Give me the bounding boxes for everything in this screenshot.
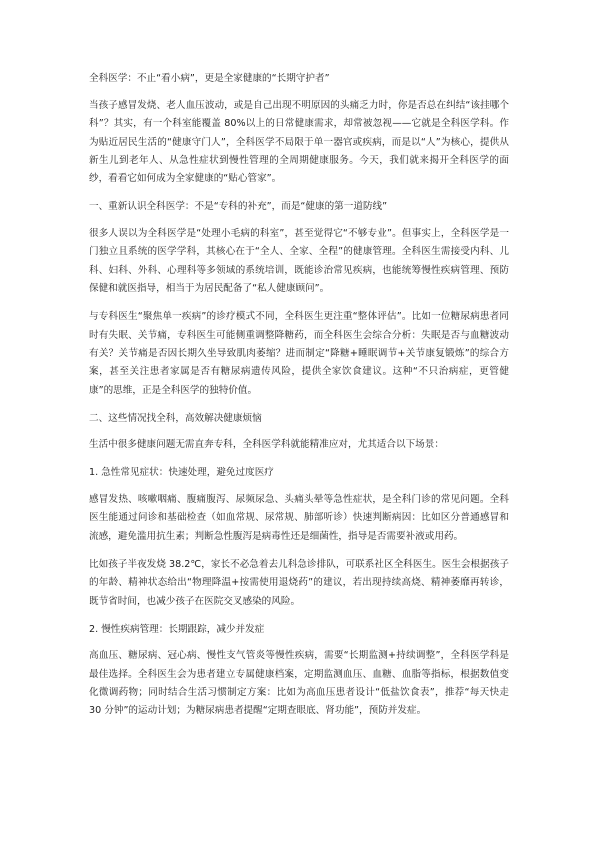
section-1-heading: 一、重新认识全科医学：不是“专科的补充”，而是“健康的第一道防线” (89, 201, 388, 213)
subsection-1-paragraph-1: 感冒发热、咳嗽咽痛、腹痛腹泻、尿频尿急、头痛头晕等急性症状，是全科门诊的常见问题。全科医生能通过问诊和基础检查（如血常规、尿常规、肺部听诊）快速判断病因：比如区分普通感冒和流感，避免滥用抗生素；判断急性腹泻是病毒性还是细菌性，指导是否需要补液或用药。 (89, 494, 509, 542)
section-2-heading: 二、这些情况找全科，高效解决健康烦恼 (89, 412, 262, 424)
section-2-intro: 生活中很多健康问题无需直奔专科，全科医学科就能精准应对，尤其适合以下场景： (89, 439, 444, 451)
section-1-paragraph-2: 与专科医生“聚焦单一疾病”的诊疗模式不同，全科医生更注重“整体评估”。比如一位糖尿病患者同时有失眠、关节痛，专科医生可能侧重调整降糖药，而全科医生会综合分析：失眠是否与血糖波动有关？关节痛是否因长期久坐导致肌肉萎缩？进而制定“降糖+睡眠调节+关节康复锻炼”的综合方案，甚至关注患者家属是否有糖尿病遗传风险，提供全家饮食建议。这种“不只治病症，更管健康”的思维，正是全科医学的独特价值。 (89, 311, 509, 396)
section-1-paragraph-1: 很多人误以为全科医学是“处理小毛病的科室”，甚至觉得它“不够专业”。但事实上，全科医学是一门独立且系统的医学学科，其核心在于“全人、全家、全程”的健康管理。全科医生需接受内科、儿科、妇科、外科、心理科等多领域的系统培训，既能诊治常见疾病，也能统筹慢性疾病管理、预防保健和就医指导，相当于为居民配备了“私人健康顾问”。 (89, 228, 509, 295)
article (89, 70, 509, 730)
subsection-1-paragraph-2: 比如孩子半夜发烧 38.2℃，家长不必急着去儿科急诊排队，可联系社区全科医生。医生会根据孩子的年龄、精神状态给出“物理降温+按需使用退烧药”的建议，若出现持续高烧、精神萎靡再转诊，既节省时间，也减少孩子在医院交叉感染的风险。 (89, 558, 509, 607)
article-title: 全科医学：不止“看小病”，更是全家健康的“长期守护者” (89, 73, 330, 84)
subsection-1-heading: 1. 急性常见症状：快速处理，避免过度医疗 (89, 467, 274, 479)
subsection-2-paragraph-1: 高血压、糖尿病、冠心病、慢性支气管炎等慢性疾病，需要“长期监测+持续调整”，全科医学科是最佳选择。全科医生会为患者建立专属健康档案，定期监测血压、血糖、血脂等指标，根据数值变化微调药物；同时结合生活习惯制定方案：比如为高血压患者设计“低盐饮食表”，推荐“每天快走 30 分钟”的运动计划；为糖尿病患者提醒“定期查眼底、肾功能”，预防并发症。 (89, 650, 509, 717)
subsection-2-heading: 2. 慢性疾病管理：长期跟踪，减少并发症 (89, 623, 265, 635)
intro-paragraph: 当孩子感冒发烧、老人血压波动，或是自己出现不明原因的头痛乏力时，你是否总在纠结“该挂哪个科”？其实，有一个科室能覆盖 80%以上的日常健康需求，却常被忽视——它就是全科医学科。作为贴近居民生活的“健康守门人”，全科医学不局限于单一器官或疾病，而是以“人”为核心，提供从新生儿到老年人、从急性症状到慢性管理的全周期健康服务。今天，我们就来揭开全科医学的面纱，看看它如何成为全家健康的“贴心管家”。 (89, 99, 509, 185)
